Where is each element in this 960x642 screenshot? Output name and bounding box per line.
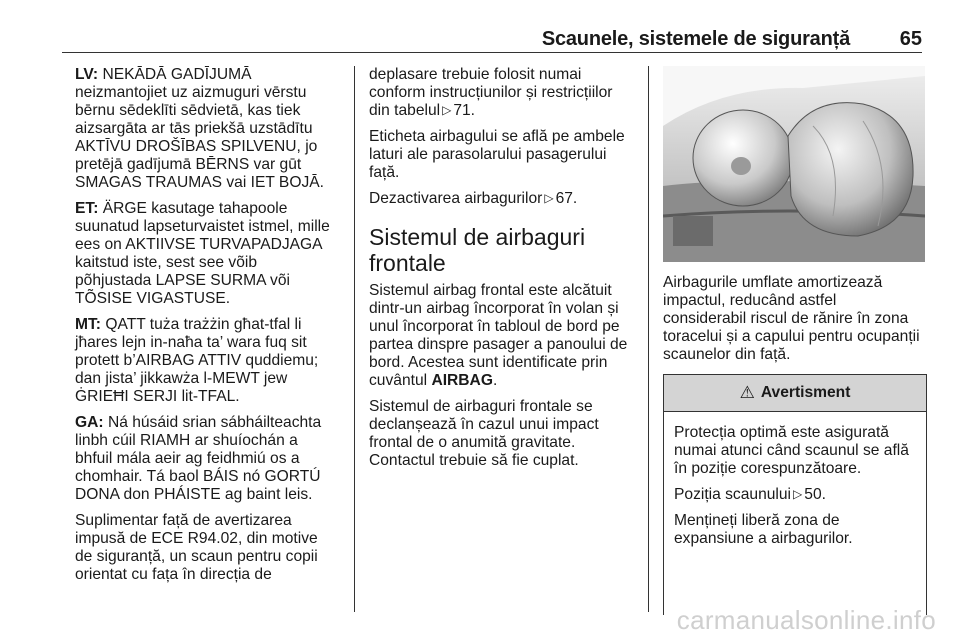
text-line: Sistemul de airbaguri frontale se xyxy=(369,398,593,415)
warning-title: Avertisment xyxy=(760,384,851,401)
lv-line-3: aizsargāta ar tās priekšā uzstādītu xyxy=(75,120,313,137)
caption-line: considerabil riscul de rănire în zona xyxy=(663,310,909,327)
text-line: Eticheta airbagului se află pe ambele xyxy=(369,128,625,145)
text-line: partea dinspre pasager a panoului de xyxy=(369,336,628,353)
mt-line-3: dan jista’ jikkawża l-MEWT jew xyxy=(75,370,288,387)
text-line: deplasare trebuie folosit numai xyxy=(369,66,582,83)
text-line xyxy=(369,102,641,120)
text-line: față. xyxy=(369,164,400,181)
page-reference-link[interactable]: 50. xyxy=(804,486,826,503)
lang-label-ga: GA: xyxy=(75,414,104,431)
lv-line-5: pretējā gadījumā BĒRNS var gūt xyxy=(75,156,302,173)
et-line-0: ÄRGE kasutage tahapoole xyxy=(102,200,288,217)
caption-line: scaunelor din față. xyxy=(663,346,791,363)
text-line xyxy=(369,372,641,390)
text-line: numai atunci când scaunul se află xyxy=(674,442,909,459)
airbag-keyword: AIRBAG xyxy=(431,372,493,389)
figure-caption xyxy=(663,274,925,364)
ga-line-4: DONA don PHÁISTE ag baint leis. xyxy=(75,486,313,503)
warning-ga xyxy=(75,414,347,504)
supplement-line-0: Suplimentar față de avertizarea xyxy=(75,512,292,529)
airbag-illustration xyxy=(663,66,925,262)
lang-label-mt: MT: xyxy=(75,316,101,333)
text-line: bord. Acestea sunt identificate prin xyxy=(369,354,608,371)
et-line-3: kaitstud iste, sest see võib xyxy=(75,254,258,271)
warning-lv xyxy=(75,66,347,192)
page-reference-arrow-icon: ▷ xyxy=(544,191,554,205)
page-reference-link[interactable]: 71. xyxy=(453,102,476,119)
text-line: Mențineți liberă zona de xyxy=(674,512,840,529)
lang-label-et: ET: xyxy=(75,200,99,217)
page-reference-link[interactable]: 67. xyxy=(555,190,578,207)
warning-body xyxy=(664,412,926,548)
paragraph-airbag-label xyxy=(369,128,641,182)
warning-header xyxy=(664,375,926,412)
supplement-paragraph xyxy=(75,512,347,584)
text-fragment: . xyxy=(492,372,498,389)
text-fragment: Poziția scaunului xyxy=(674,486,792,503)
text-line: în poziție corespunzătoare. xyxy=(674,460,862,477)
mt-line-2: protett b’AIRBAG ATTIV quddiemu; xyxy=(75,352,319,369)
column-3 xyxy=(663,66,925,615)
text-fragment: Dezactivarea airbagurilor xyxy=(369,190,543,207)
airbag-photo-image xyxy=(663,66,925,262)
paragraph-frontal-system xyxy=(369,282,641,390)
text-line: Sistemul airbag frontal este alcătuit xyxy=(369,282,612,299)
ga-line-3: chomhair. Tá baol BÁIS nó GORTÚ xyxy=(75,468,321,485)
warning-paragraph xyxy=(674,512,916,548)
caption-line: Airbagurile umflate amortizează xyxy=(663,274,883,291)
et-line-5: TÕSISE VIGASTUSE. xyxy=(75,290,231,307)
watermark: carmanualsonline.info xyxy=(676,605,936,635)
text-line: dintr-un airbag încorporat în volan și xyxy=(369,300,619,317)
paragraph-deployment xyxy=(369,398,641,470)
lv-line-4: AKTĪVU DROŠĪBAS SPILVENU, jo xyxy=(75,138,318,155)
chapter-title: Scaunele, sistemele de siguranță xyxy=(541,28,850,50)
supplement-line-3: orientat cu fața în direcția de xyxy=(75,566,272,583)
text-line: unul încorporat în tabloul de bord pe xyxy=(369,318,620,335)
paragraph-deactivation xyxy=(369,190,641,208)
et-line-1: suunatud lapseturvaistet istmel, mille xyxy=(75,218,330,235)
column-divider-2 xyxy=(648,66,649,612)
mt-line-1: jħares lejn in-naħa ta’ wara fuq sit xyxy=(75,334,307,351)
column-2 xyxy=(369,66,641,478)
et-line-2: ees on AKTIIVSE TURVAPADJAGA xyxy=(75,236,323,253)
warning-paragraph xyxy=(674,424,916,478)
warning-box xyxy=(663,374,927,615)
lang-label-lv: LV: xyxy=(75,66,99,83)
warning-triangle-icon: ⚠ xyxy=(739,383,755,402)
text-line: laturi ale parasolarului pasagerului xyxy=(369,146,607,163)
lv-line-2: bērnu sēdeklīti sēdvietā, kas tiek xyxy=(75,102,301,119)
caption-line: impactul, reducând astfel xyxy=(663,292,837,309)
text-line: expansiune a airbagurilor. xyxy=(674,530,853,547)
mt-line-0: QATT tuża trażżin għat-tfal li xyxy=(105,316,302,333)
ga-line-0: Ná húsáid srian sábháilteachta xyxy=(107,414,322,431)
supplement-line-1: impusă de ECE R94.02, din motive xyxy=(75,530,318,547)
warning-et xyxy=(75,200,347,308)
text-line: declanșează în cazul unui impact xyxy=(369,416,599,433)
section-heading xyxy=(369,224,641,276)
ga-line-2: bhfuil mála aeir ag feidhmiú os a xyxy=(75,450,300,467)
text-fragment: din tabelul xyxy=(369,102,441,119)
column-divider-1 xyxy=(354,66,355,612)
page-reference-arrow-icon: ▷ xyxy=(793,487,803,501)
ga-line-1: linbh cúil RIAMH ar shuíochán a xyxy=(75,432,298,449)
et-line-4: põhjustada LAPSE SURMA või xyxy=(75,272,290,289)
text-line: conform instrucțiunilor și restricțiilor xyxy=(369,84,613,101)
heading-line: Sistemul de airbaguri xyxy=(369,224,586,250)
lv-line-6: SMAGAS TRAUMAS vai IET BOJĀ. xyxy=(75,174,324,191)
lv-line-1: neizmantojiet uz aizmuguri vērstu xyxy=(75,84,307,101)
page-number: 65 xyxy=(899,28,922,50)
page-reference-arrow-icon: ▷ xyxy=(442,103,452,117)
mt-line-4: ĠRIEĦI SERJI lit-TFAL. xyxy=(75,388,240,405)
caption-line: toracelui și a capului pentru ocupanții xyxy=(663,328,920,345)
text-line: Contactul trebuie să fie cuplat. xyxy=(369,452,579,469)
heading-line: frontale xyxy=(369,250,446,276)
text-line: Protecția optimă este asigurată xyxy=(674,424,889,441)
text-fragment: cuvântul xyxy=(369,372,428,389)
warning-paragraph xyxy=(674,486,916,504)
text-line: frontal de o anumită gravitate. xyxy=(369,434,576,451)
lv-line-0: NEKĀDĀ GADĪJUMĀ xyxy=(102,66,252,83)
paragraph-seat-usage xyxy=(369,66,641,120)
warning-mt xyxy=(75,316,347,406)
page-header xyxy=(62,22,922,53)
column-1 xyxy=(75,66,347,592)
supplement-line-2: de siguranță, un scaun pentru copii xyxy=(75,548,318,565)
